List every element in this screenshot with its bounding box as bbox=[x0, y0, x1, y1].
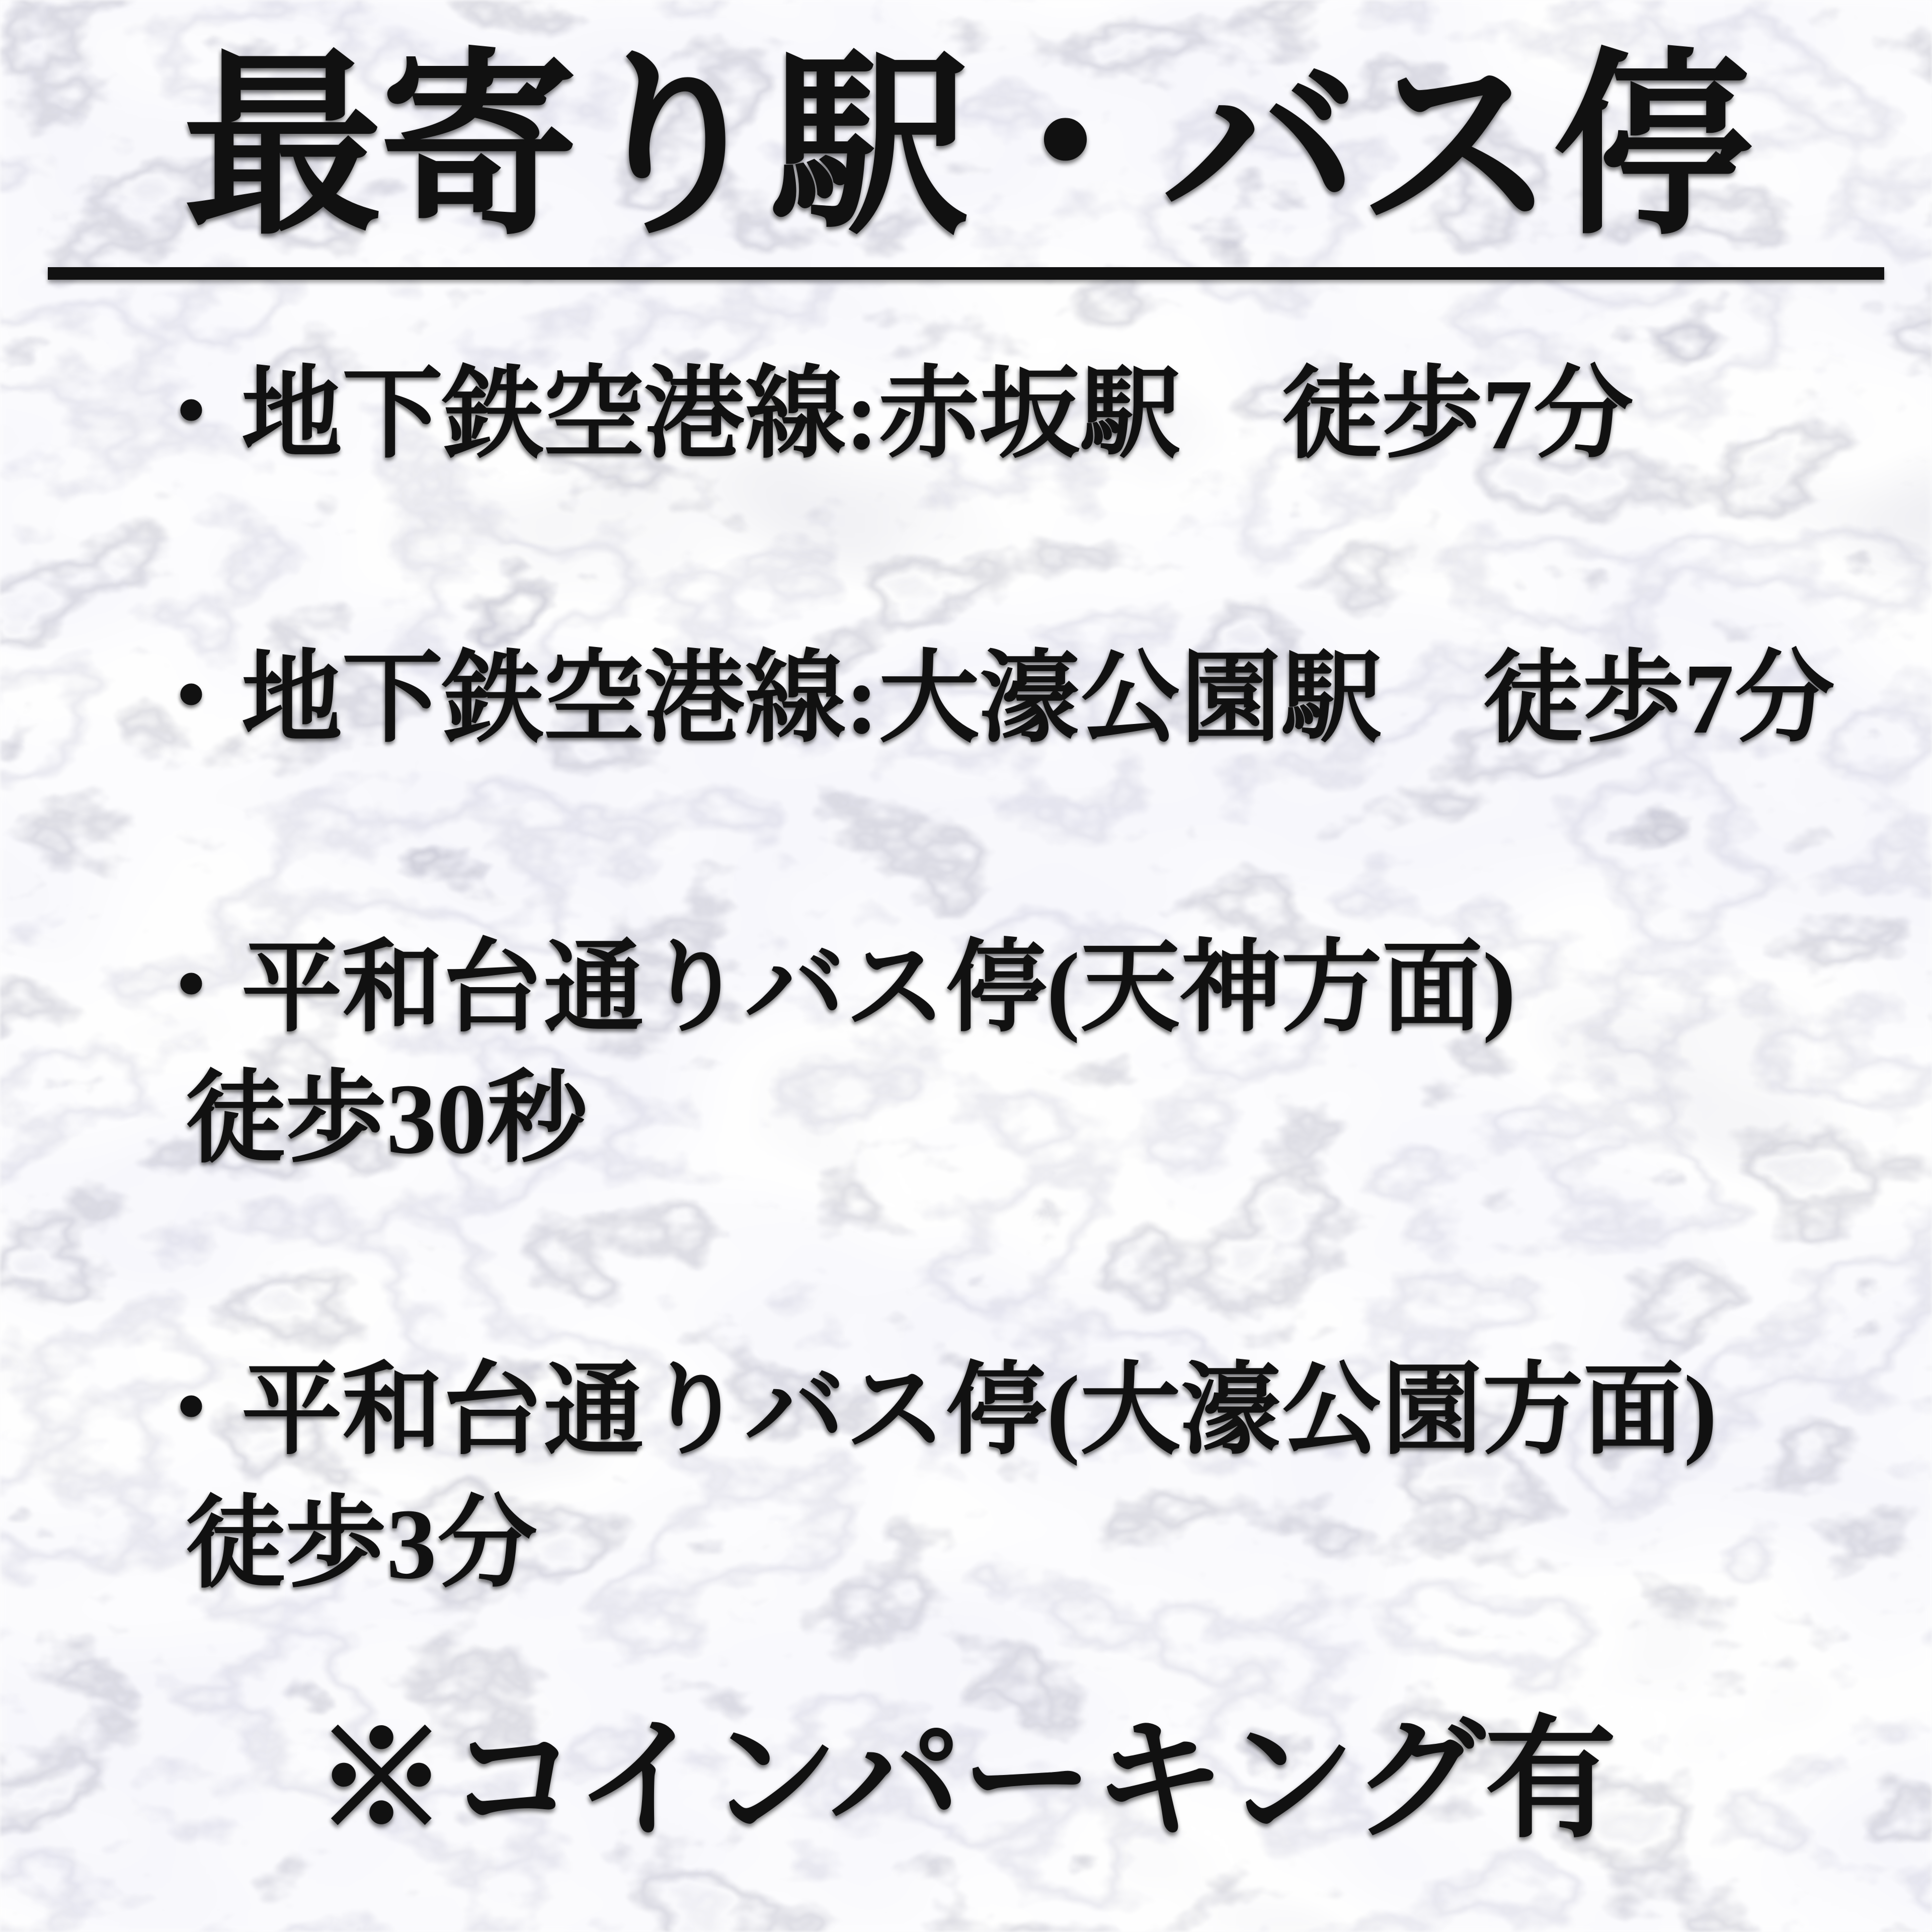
title-underline bbox=[48, 267, 1884, 280]
parking-note: ※コインパーキング有 bbox=[315, 1708, 1617, 1854]
bus-stop-tenjin-walk-time: 徒歩30秒 bbox=[185, 1064, 588, 1175]
station-item-ohori-koen: ・地下鉄空港線:大濠公園駅 徒歩7分 bbox=[141, 643, 1835, 755]
bus-stop-ohori-walk-time: 徒歩3分 bbox=[185, 1489, 538, 1600]
bus-stop-item-tenjin: ・平和台通りバス停(天神方面) bbox=[141, 933, 1516, 1044]
station-item-akasaka: ・地下鉄空港線:赤坂駅 徒歩7分 bbox=[141, 359, 1634, 470]
bus-stop-item-ohori-koen: ・平和台通りバス停(大濠公園方面) bbox=[141, 1355, 1718, 1467]
page-title: 最寄り駅・バス停 bbox=[183, 38, 1749, 258]
